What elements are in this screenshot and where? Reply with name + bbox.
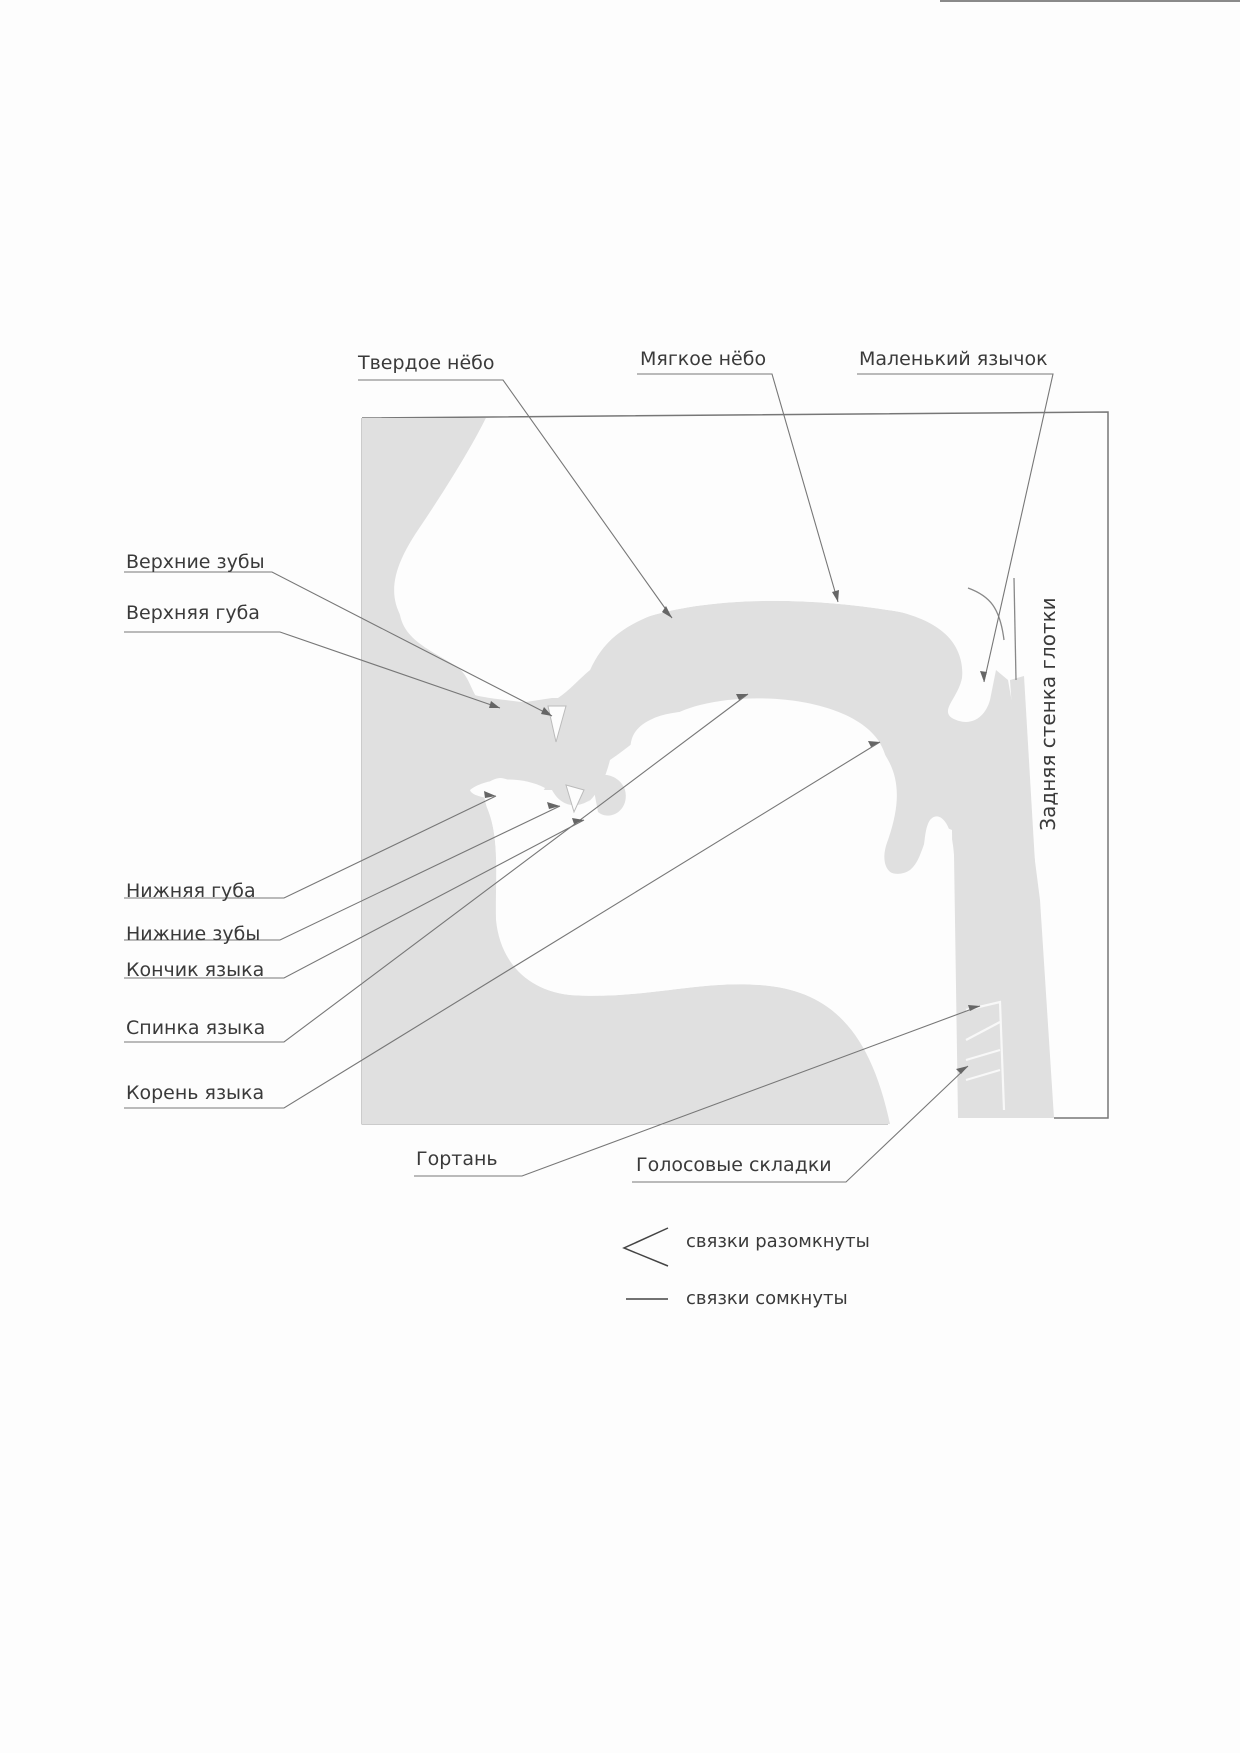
label-tongue-back: Спинка языка: [126, 1017, 266, 1039]
label-soft-palate: Мягкое нёбо: [640, 348, 767, 370]
label-pharynx-wall: Задняя стенка глотки: [1036, 597, 1060, 831]
label-upper-lip: Верхняя губа: [126, 602, 260, 624]
label-hard-palate: Твердое нёбо: [358, 352, 495, 374]
label-upper-teeth: Верхние зубы: [126, 551, 265, 573]
label-tongue-root: Корень языка: [126, 1082, 265, 1104]
label-lower-lip: Нижняя губа: [126, 880, 256, 902]
label-vocal-folds: Голосовые складки: [636, 1154, 832, 1176]
legend-closed-label: связки сомкнуты: [686, 1288, 848, 1309]
legend-open-symbol: [624, 1228, 668, 1266]
label-uvula: Маленький язычок: [859, 348, 1048, 370]
label-tongue-tip: Кончик языка: [126, 959, 265, 981]
label-lower-teeth: Нижние зубы: [126, 923, 261, 945]
label-larynx: Гортань: [416, 1148, 498, 1170]
legend-open-label: связки разомкнуты: [686, 1231, 870, 1252]
